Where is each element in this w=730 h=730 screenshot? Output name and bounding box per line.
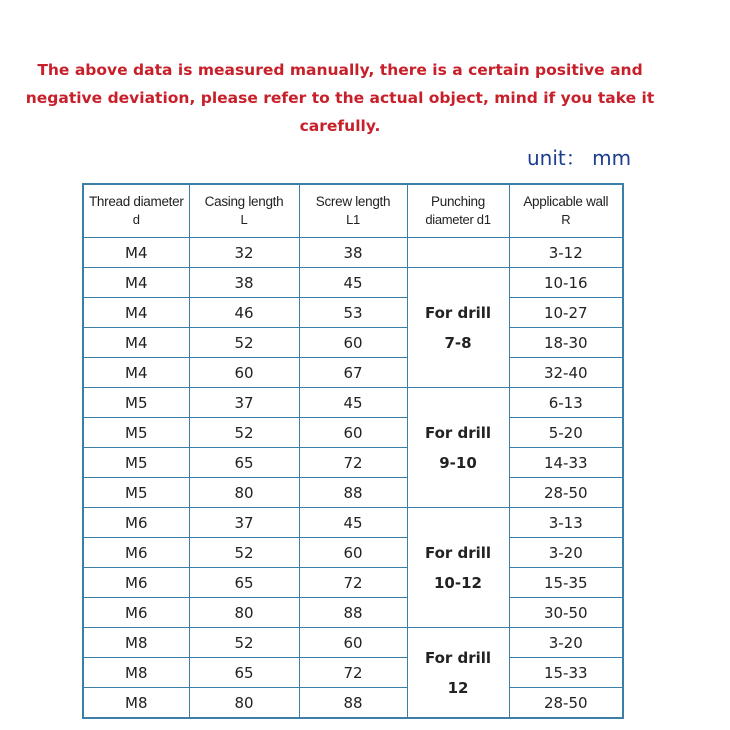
cell-screw-length: 72 <box>299 658 407 688</box>
table-row <box>83 628 623 658</box>
table-row <box>83 508 623 538</box>
cell-screw-length: 60 <box>299 328 407 358</box>
cell-thread-diameter: M6 <box>83 538 189 568</box>
drill-size: 12 <box>447 678 469 697</box>
drill-label: For drill <box>424 423 492 442</box>
header-title: Casing length <box>204 194 284 209</box>
measurement-notice <box>0 56 680 140</box>
header-title: Punching <box>431 194 485 209</box>
cell-casing-length: 32 <box>189 238 299 268</box>
cell-applicable-wall: 30-50 <box>509 598 623 628</box>
cell-thread-diameter: M6 <box>83 508 189 538</box>
header-casing-length <box>189 184 299 238</box>
cell-thread-diameter: M5 <box>83 418 189 448</box>
cell-thread-diameter: M6 <box>83 568 189 598</box>
table-row <box>83 358 623 388</box>
cell-screw-length: 45 <box>299 268 407 298</box>
table-row <box>83 268 623 298</box>
cell-casing-length: 52 <box>189 418 299 448</box>
header-sub: L <box>240 212 248 227</box>
cell-applicable-wall: 32-40 <box>509 358 623 388</box>
cell-thread-diameter: M5 <box>83 478 189 508</box>
cell-applicable-wall: 14-33 <box>509 448 623 478</box>
notice-line-1: The above data is measured manually, there is a certain positive and <box>37 61 643 79</box>
drill-label: For drill <box>424 648 492 667</box>
cell-applicable-wall: 15-33 <box>509 658 623 688</box>
cell-thread-diameter: M4 <box>83 238 189 268</box>
cell-punching-blank <box>407 238 509 268</box>
cell-thread-diameter: M8 <box>83 688 189 719</box>
cell-applicable-wall: 3-13 <box>509 508 623 538</box>
cell-screw-length: 38 <box>299 238 407 268</box>
cell-casing-length: 38 <box>189 268 299 298</box>
cell-thread-diameter: M6 <box>83 598 189 628</box>
header-sub: d <box>132 212 140 227</box>
cell-screw-length: 60 <box>299 418 407 448</box>
drill-size: 9-10 <box>439 453 477 472</box>
cell-thread-diameter: M4 <box>83 268 189 298</box>
drill-group-cell <box>407 268 509 388</box>
cell-applicable-wall: 10-27 <box>509 298 623 328</box>
table-row <box>83 388 623 418</box>
cell-applicable-wall: 3-20 <box>509 538 623 568</box>
cell-screw-length: 72 <box>299 448 407 478</box>
cell-screw-length: 88 <box>299 688 407 719</box>
notice-line-2: negative deviation, please refer to the actual object, mind if you take it carefully. <box>25 89 655 135</box>
cell-casing-length: 52 <box>189 628 299 658</box>
cell-applicable-wall: 28-50 <box>509 478 623 508</box>
cell-casing-length: 80 <box>189 478 299 508</box>
cell-applicable-wall: 3-20 <box>509 628 623 658</box>
unit-label: unit： mm <box>527 146 632 170</box>
cell-screw-length: 67 <box>299 358 407 388</box>
cell-screw-length: 45 <box>299 388 407 418</box>
header-punching-diameter <box>407 184 509 238</box>
table-row <box>83 688 623 719</box>
cell-casing-length: 80 <box>189 688 299 719</box>
table-row <box>83 568 623 598</box>
table-row <box>83 598 623 628</box>
drill-label: For drill <box>424 543 492 562</box>
cell-casing-length: 65 <box>189 448 299 478</box>
cell-casing-length: 65 <box>189 658 299 688</box>
cell-applicable-wall: 5-20 <box>509 418 623 448</box>
header-title: Applicable wall <box>523 194 609 209</box>
table-row <box>83 298 623 328</box>
drill-label: For drill <box>424 303 492 322</box>
cell-thread-diameter: M5 <box>83 448 189 478</box>
table-row <box>83 328 623 358</box>
table-row <box>83 658 623 688</box>
drill-size: 7-8 <box>444 333 472 352</box>
table-row <box>83 418 623 448</box>
table-row <box>83 238 623 268</box>
cell-applicable-wall: 15-35 <box>509 568 623 598</box>
header-title: Screw length <box>315 194 391 209</box>
header-screw-length <box>299 184 407 238</box>
cell-casing-length: 80 <box>189 598 299 628</box>
header-sub: L1 <box>346 212 360 227</box>
cell-casing-length: 52 <box>189 328 299 358</box>
cell-thread-diameter: M5 <box>83 388 189 418</box>
cell-screw-length: 60 <box>299 538 407 568</box>
table-header-row <box>83 184 623 238</box>
cell-casing-length: 37 <box>189 388 299 418</box>
cell-casing-length: 46 <box>189 298 299 328</box>
drill-group-cell <box>407 388 509 508</box>
cell-thread-diameter: M4 <box>83 328 189 358</box>
cell-screw-length: 88 <box>299 478 407 508</box>
table-row <box>83 538 623 568</box>
cell-casing-length: 37 <box>189 508 299 538</box>
cell-thread-diameter: M8 <box>83 628 189 658</box>
table-row <box>83 478 623 508</box>
cell-thread-diameter: M4 <box>83 298 189 328</box>
cell-screw-length: 88 <box>299 598 407 628</box>
cell-applicable-wall: 18-30 <box>509 328 623 358</box>
cell-screw-length: 60 <box>299 628 407 658</box>
header-sub: diameter d1 <box>425 212 491 227</box>
cell-thread-diameter: M8 <box>83 658 189 688</box>
table-row <box>83 448 623 478</box>
header-applicable-wall <box>509 184 623 238</box>
cell-applicable-wall: 10-16 <box>509 268 623 298</box>
cell-applicable-wall: 3-12 <box>509 238 623 268</box>
cell-applicable-wall: 6-13 <box>509 388 623 418</box>
cell-casing-length: 65 <box>189 568 299 598</box>
header-sub: R <box>561 212 571 227</box>
cell-applicable-wall: 28-50 <box>509 688 623 719</box>
cell-casing-length: 52 <box>189 538 299 568</box>
drill-group-cell <box>407 628 509 719</box>
cell-thread-diameter: M4 <box>83 358 189 388</box>
header-title: Thread diameter <box>88 194 184 209</box>
cell-screw-length: 53 <box>299 298 407 328</box>
spec-table <box>82 183 624 719</box>
cell-screw-length: 45 <box>299 508 407 538</box>
drill-size: 10-12 <box>434 573 482 592</box>
drill-group-cell <box>407 508 509 628</box>
cell-screw-length: 72 <box>299 568 407 598</box>
cell-casing-length: 60 <box>189 358 299 388</box>
header-thread-diameter <box>83 184 189 238</box>
